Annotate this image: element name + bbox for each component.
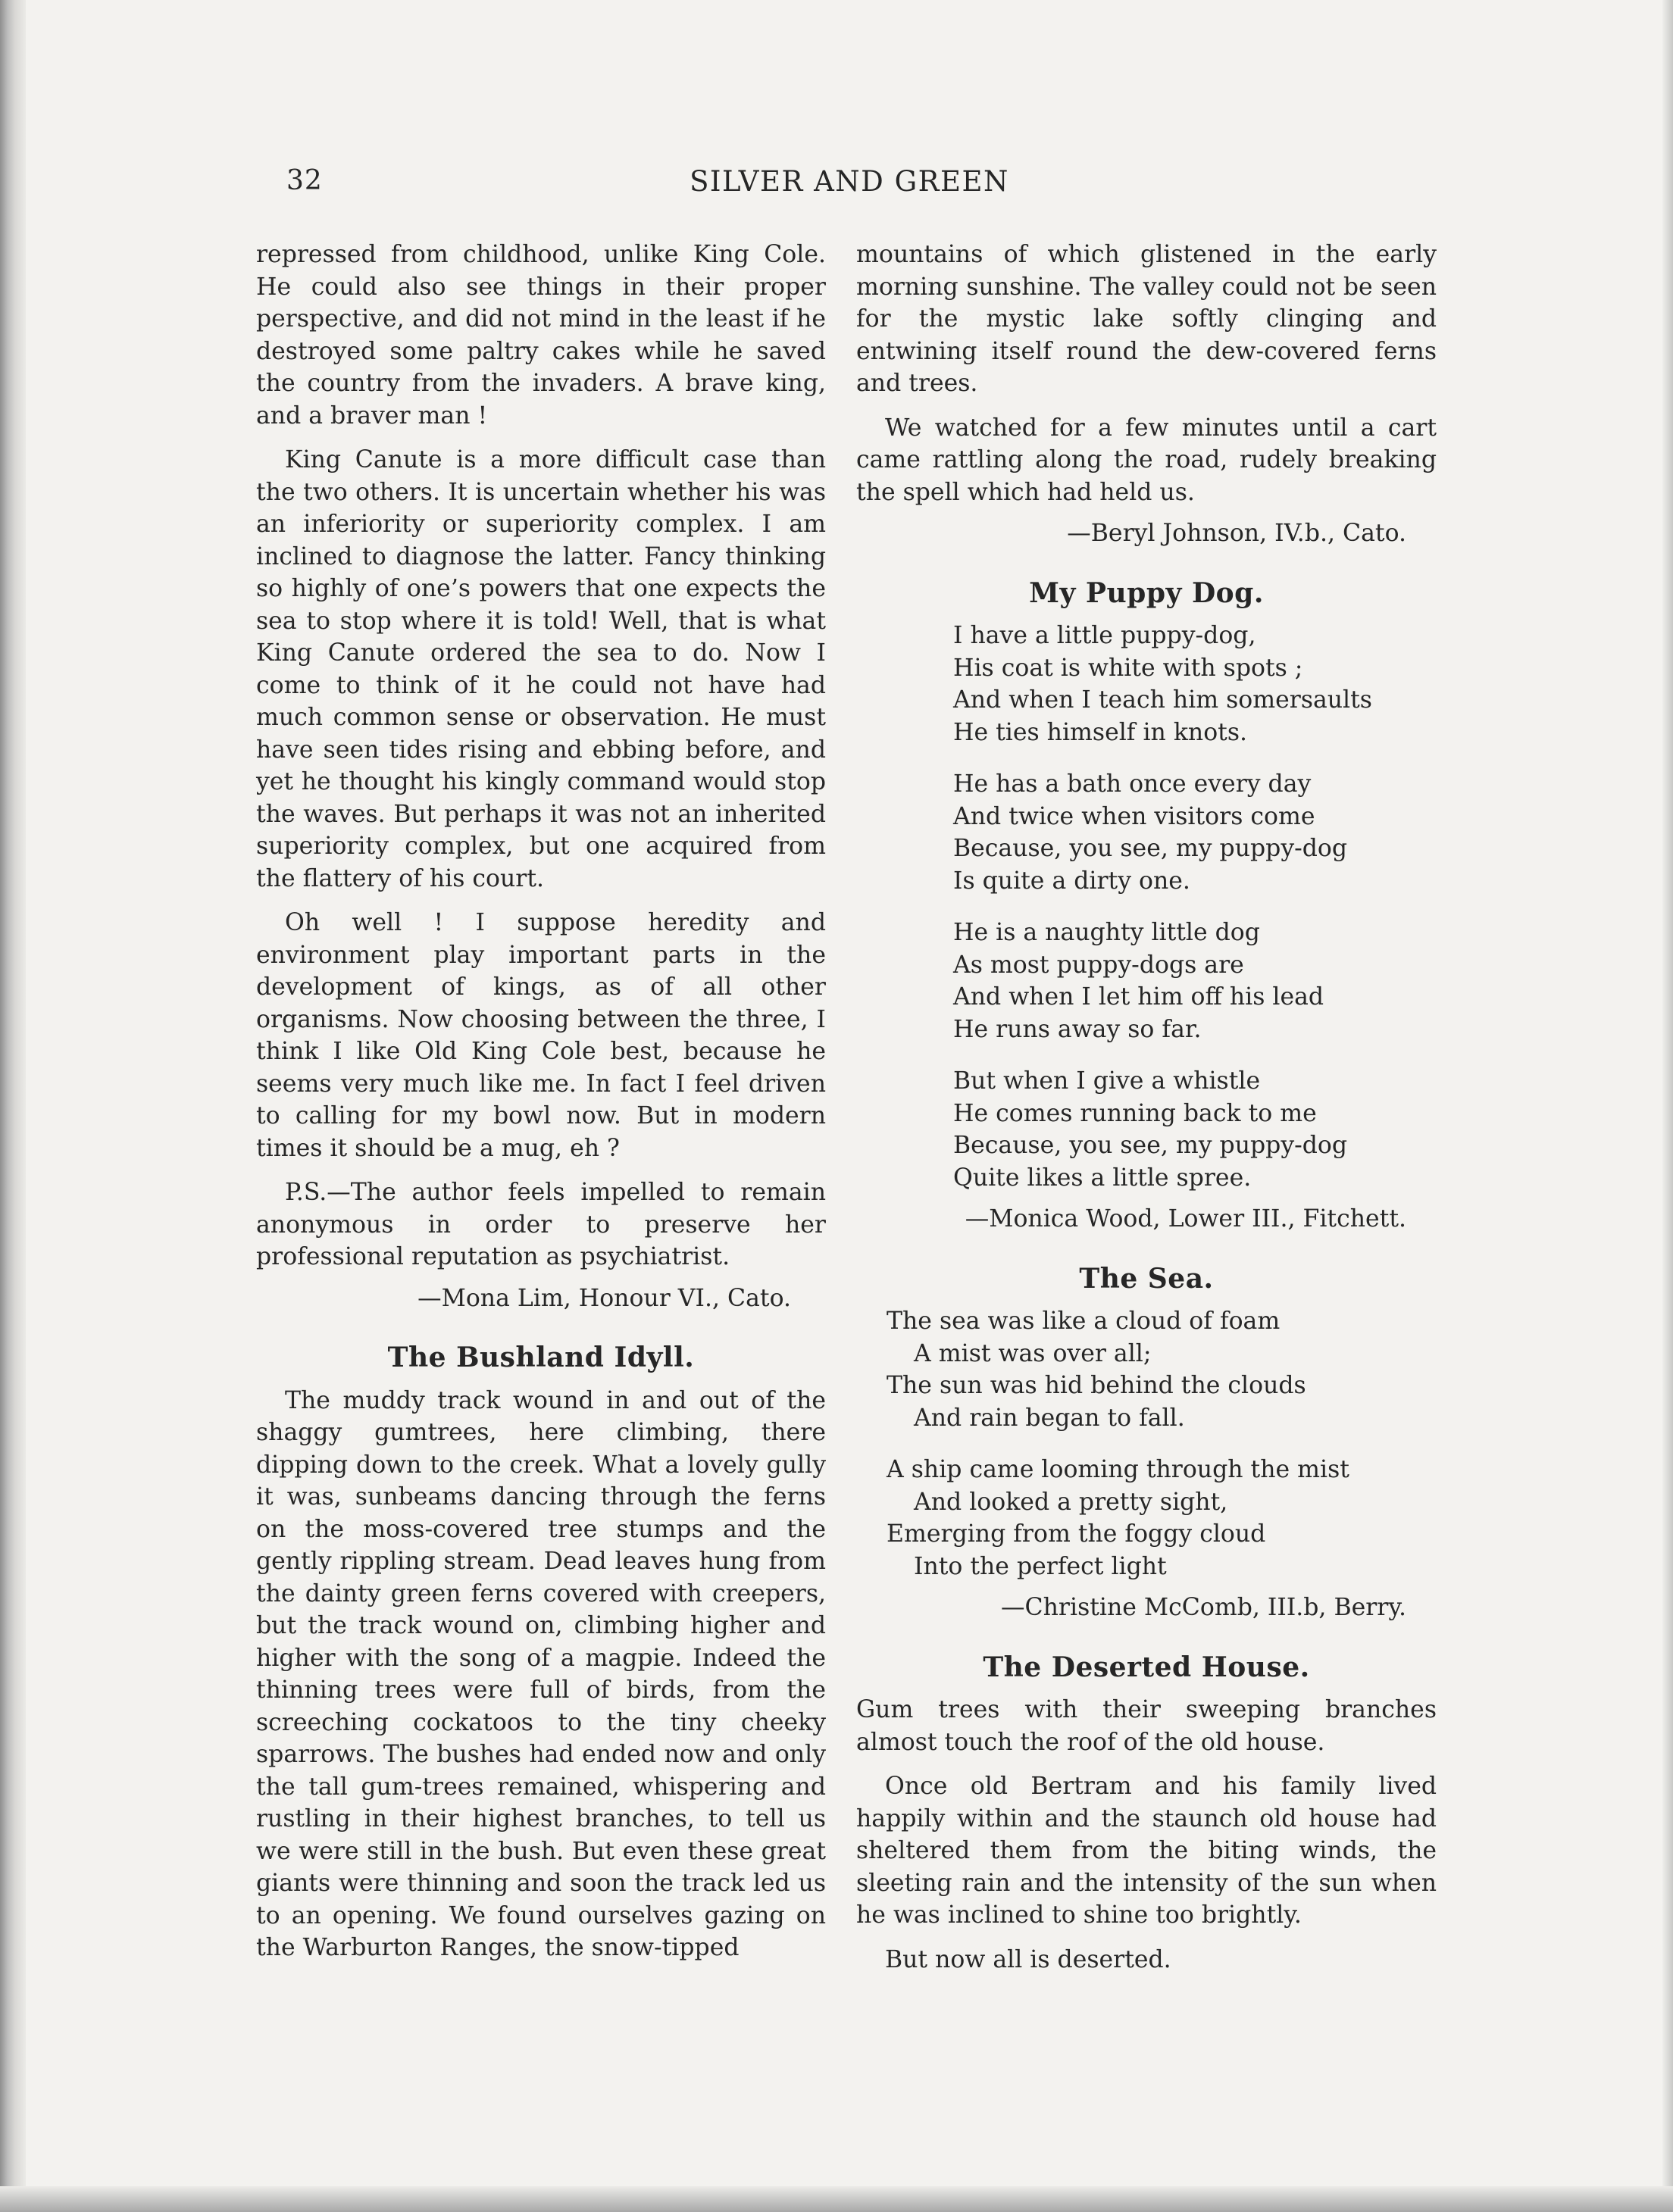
poem-line: Emerging from the foggy cloud (887, 1520, 1266, 1548)
poem-line: And twice when visitors come (953, 802, 1315, 830)
poem-line: He runs away so far. (953, 1015, 1202, 1043)
page-edge-bottom (0, 2186, 1673, 2212)
bushland-signature: —Beryl Johnson, IV.b., Cato. (1067, 520, 1406, 547)
deserted-paragraph: But now all is deserted. (885, 1945, 1171, 1973)
puppy-poem (856, 620, 1437, 1194)
poem-stanza (953, 917, 1437, 1045)
right-column (856, 239, 1437, 1976)
poem-line: His coat is white with spots ; (953, 654, 1303, 682)
essay-paragraph: King Canute is a more difficult case than the two others. It is uncertain whether his was an inferiority or superiority complex. I am inclined to diagnose the latter. Fancy thinking so highly of one’s powers that one expects the sea to stop where it is told! Well, that is what King Canute ordered the sea to do. Now I come to think of it he could not have had much common sense or observation. He must have seen tides rising and ebbing before, and yet he thought his kingly command would stop the waves. But perhaps it was not an inherited superiority complex, but one acquired from the flattery of his court. (256, 446, 826, 892)
running-title: SILVER AND GREEN (690, 165, 1009, 198)
poem-line: I have a little puppy-dog, (953, 622, 1256, 649)
page-edge-right (1662, 0, 1673, 2212)
sea-signature: —Christine McComb, III.b, Berry. (1001, 1594, 1406, 1621)
poem-line: The sun was hid behind the clouds (887, 1372, 1306, 1399)
essay-signature: —Mona Lim, Honour VI., Cato. (417, 1284, 791, 1312)
poem-line: The sea was like a cloud of foam (887, 1308, 1281, 1335)
poem-stanza (887, 1305, 1437, 1434)
poem-line: A ship came looming through the mist (887, 1456, 1349, 1483)
poem-line: Is quite a dirty one. (953, 867, 1190, 895)
deserted-title: The Deserted House. (983, 1651, 1310, 1683)
bushland-paragraph: The muddy track wound in and out of the shaggy gumtrees, here climbing, there dipping down to the creek. What a lovely gully it was, sunbeams dancing through the ferns on the moss-covered tree stumps and the gently rippling stream. Dead leaves hung from the dainty green ferns covered with creepers, but the track wound on, climbing higher and higher with the song of a magpie. Indeed the thinning trees were full of birds, from the screeching cockatoos to the tiny cheeky sparrows. The bushes had ended now and only the tall gum-trees remained, whispering and rustling in their highest branches, to tell us we were still in the bush. But even these great giants were thinning and soon the track led us to an opening. We found ourselves gazing on the Warburton Ranges, the snow-tipped (256, 1386, 826, 1961)
essay-paragraph: repressed from childhood, unlike King Cole. He could also see things in their proper perspective, and did not mind in the least if he destroyed some paltry cakes while he saved the country from the invaders. A brave king, and a braver man ! (256, 241, 826, 430)
poem-line: He has a bath once every day (953, 770, 1312, 798)
poem-stanza (953, 768, 1437, 897)
poem-line: A mist was over all; (914, 1339, 1152, 1367)
poem-stanza (953, 1065, 1437, 1194)
essay-paragraph: P.S.—The author feels impelled to remain anonymous in order to preserve her professional reputation as psychiatrist. (256, 1179, 826, 1270)
poem-line: Because, you see, my puppy-dog (953, 1132, 1348, 1159)
bushland-title: The Bushland Idyll. (387, 1342, 695, 1373)
sea-title: The Sea. (1079, 1262, 1214, 1295)
poem-line: And when I let him off his lead (953, 983, 1324, 1011)
deserted-paragraph: Once old Bertram and his family lived happily within and the staunch old house had sheltered them from the biting winds, the sleeting rain and the intensity of the sun when he was inclined to shine too brightly. (856, 1773, 1437, 1929)
poem-line: Quite likes a little spree. (953, 1164, 1252, 1192)
poem-stanza (887, 1454, 1437, 1582)
poem-line: He comes running back to me (953, 1099, 1317, 1127)
poem-line: But when I give a whistle (953, 1067, 1261, 1095)
poem-line: And when I teach him somersaults (953, 686, 1372, 714)
page-edge-left (0, 0, 26, 2212)
poem-line: As most puppy-dogs are (953, 951, 1244, 979)
puppy-title: My Puppy Dog. (1029, 576, 1264, 609)
deserted-paragraph: Gum trees with their sweeping branches almost touch the roof of the old house. (856, 1696, 1437, 1756)
poem-line: He ties himself in knots. (953, 718, 1248, 746)
poem-line: Into the perfect light (914, 1552, 1167, 1580)
sea-poem (856, 1305, 1437, 1582)
bushland-continued-paragraph: mountains of which glistened in the early morning sunshine. The valley could not be seen for the mystic lake softly clinging and entwining itself round the dew-covered ferns and trees. (856, 241, 1437, 397)
poem-line: And rain began to fall. (914, 1404, 1185, 1432)
poem-stanza (953, 620, 1437, 748)
page-header (286, 165, 1412, 211)
essay-paragraph: Oh well ! I suppose heredity and environment play important parts in the development of kings, as of all other organisms. Now choosing between the three, I think I like Old King Cole best, because he seems very much like me. In fact I feel driven to calling for my bowl now. But in modern times it should be a mug, eh ? (256, 909, 826, 1162)
poem-line: And looked a pretty sight, (914, 1488, 1228, 1516)
poem-line: Because, you see, my puppy-dog (953, 835, 1348, 862)
bushland-continued-paragraph: We watched for a few minutes until a cart came rattling along the road, rudely breaking the spell which had held us. (856, 414, 1437, 506)
poem-line: He is a naughty little dog (953, 919, 1260, 946)
page-number: 32 (286, 165, 323, 196)
puppy-signature: —Monica Wood, Lower III., Fitchett. (965, 1205, 1406, 1233)
left-column (256, 239, 826, 1964)
